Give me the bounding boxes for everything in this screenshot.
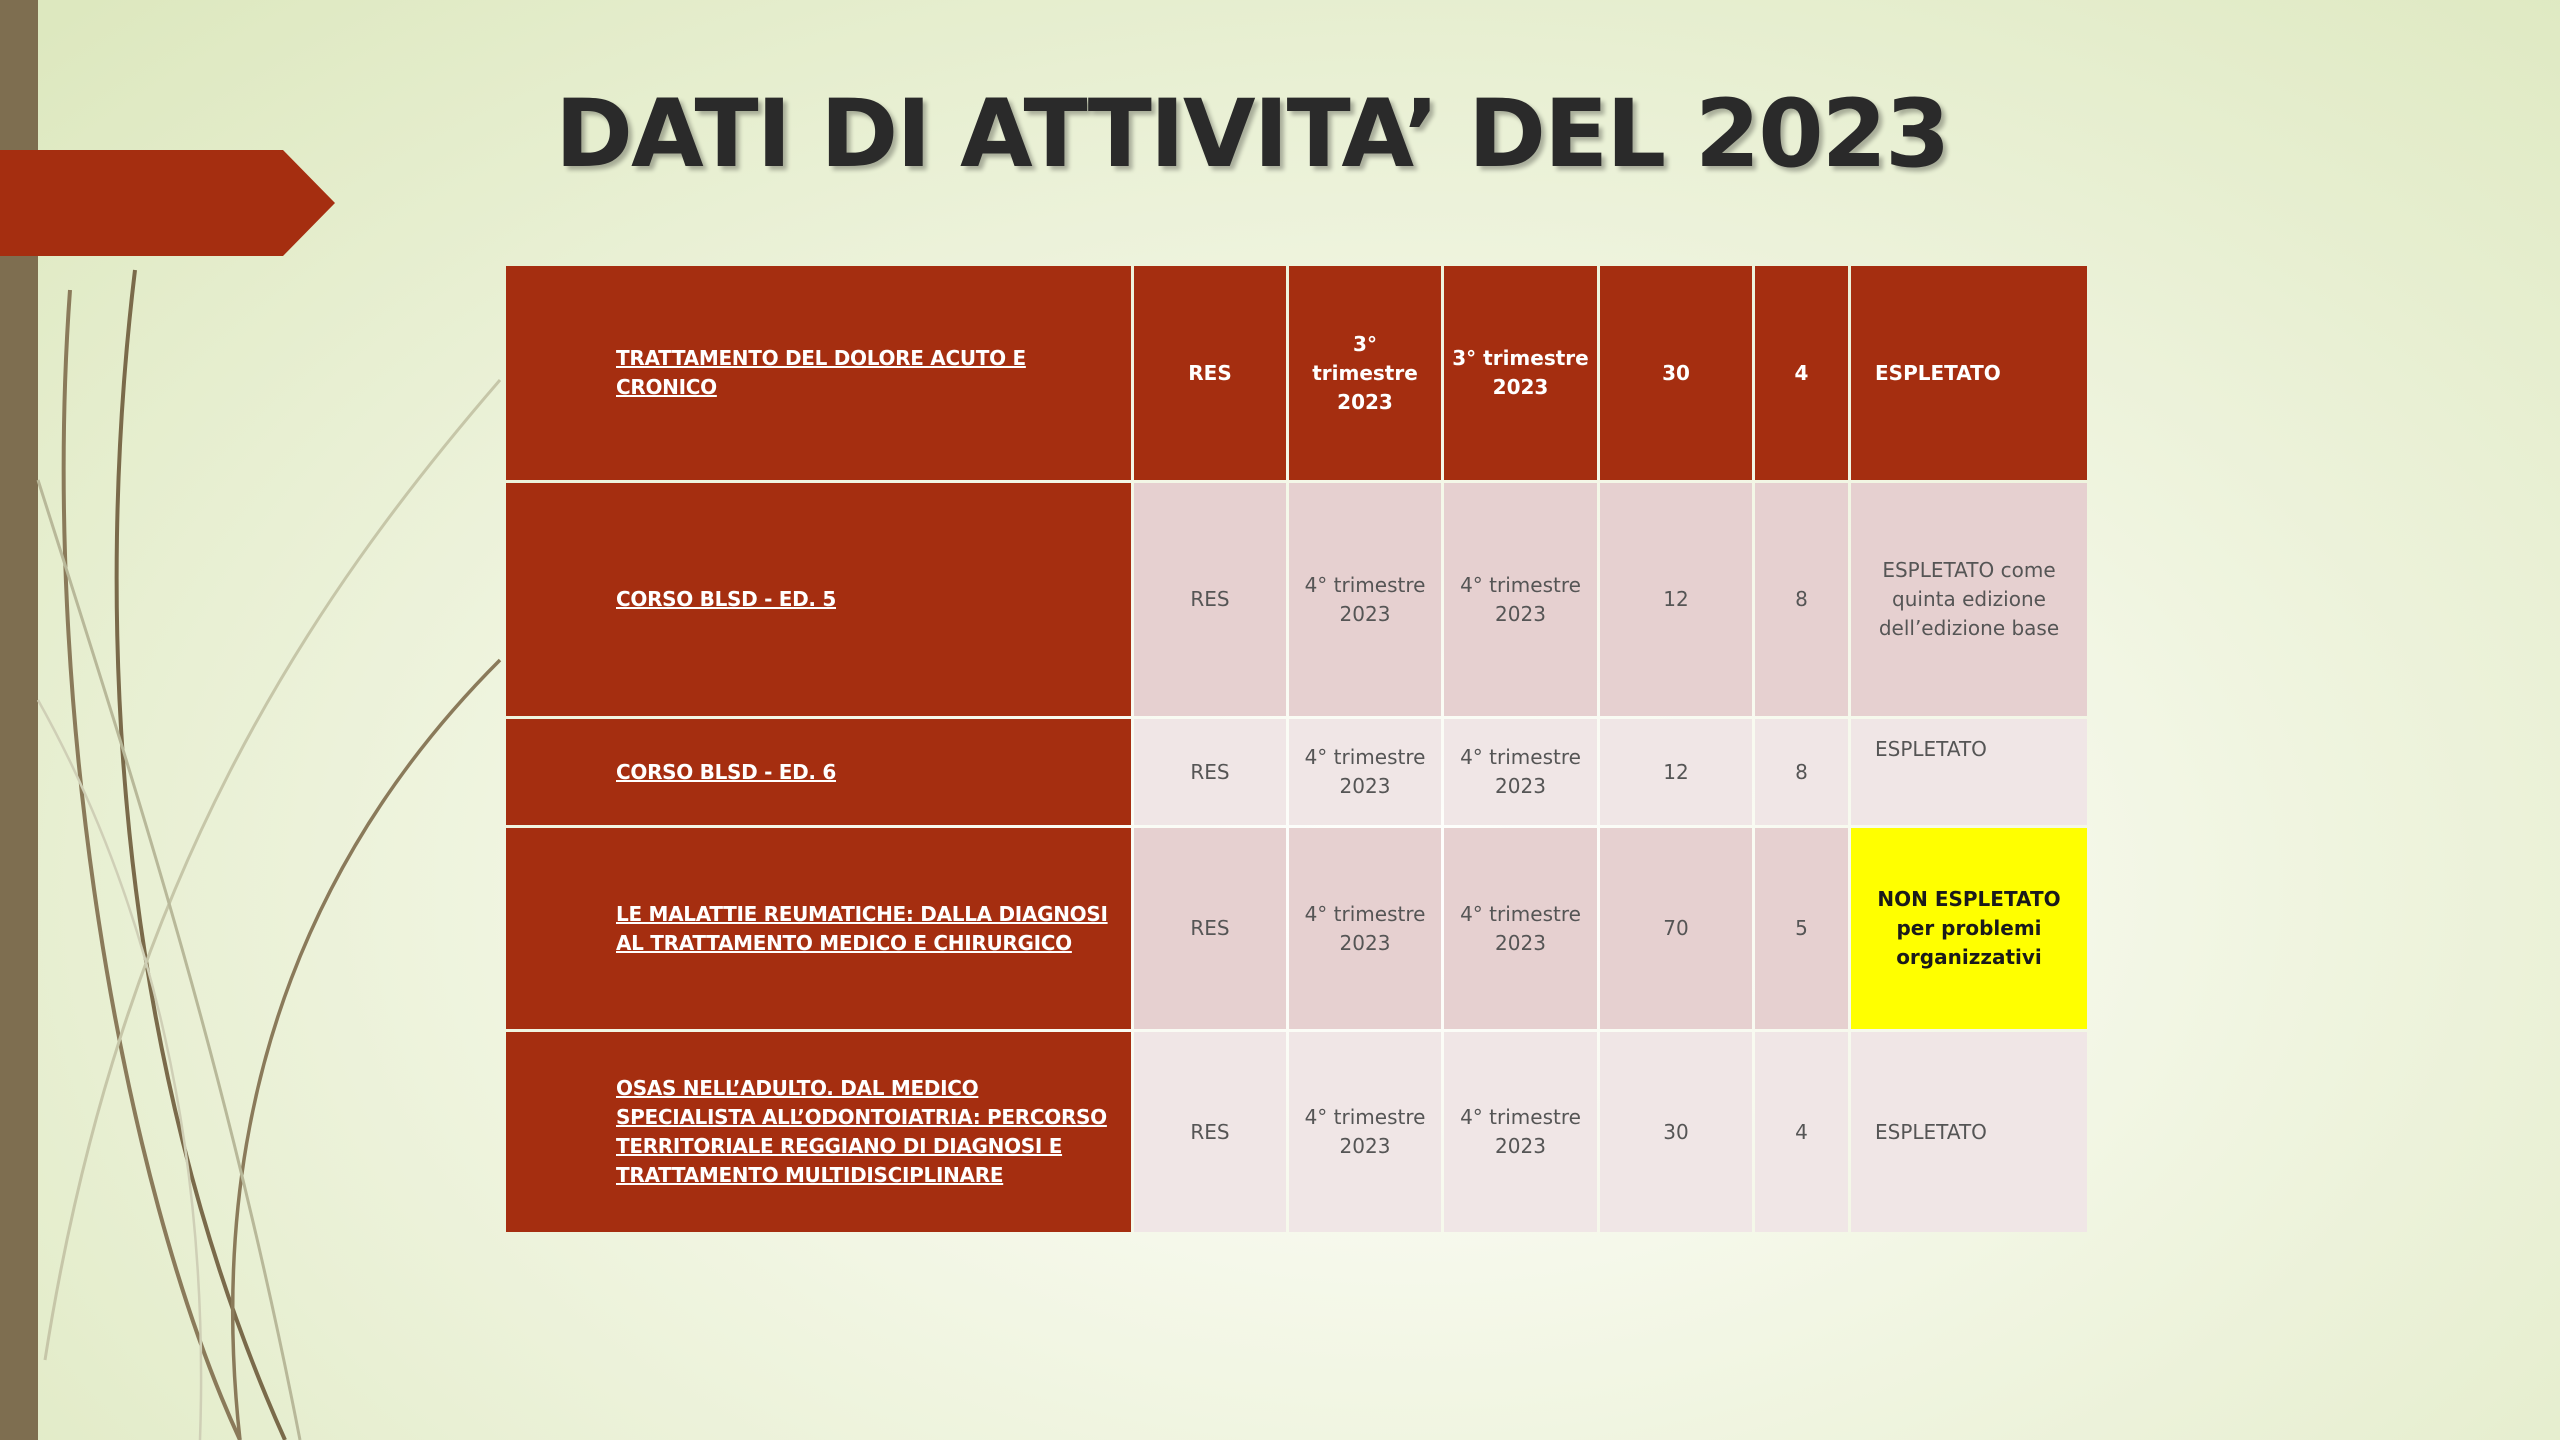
type-cell: RES: [1134, 1032, 1286, 1232]
course-title-cell: CORSO BLSD - ED. 6: [506, 719, 1131, 825]
end-period-cell: 3° trimestre 2023: [1444, 266, 1597, 480]
table-row: [506, 483, 2087, 716]
status-cell-highlighted: NON ESPLETATO per problemi organizzativi: [1851, 828, 2087, 1029]
course-title-cell: OSAS NELL’ADULTO. DAL MEDICO SPECIALISTA ALL’ODONTOIATRIA: PERCORSO TERRITORIALE REGGIANO DI DIAGNOSI E TRATTAMENTO MULTIDISCIPLINARE: [506, 1032, 1131, 1232]
arrow-banner: [0, 150, 340, 256]
type-cell: RES: [1134, 828, 1286, 1029]
status-cell: ESPLETATO: [1851, 1032, 2087, 1232]
table-row: [506, 719, 2087, 825]
start-period-cell: 3° trimestre 2023: [1289, 266, 1441, 480]
type-cell: RES: [1134, 266, 1286, 480]
course-title-cell: TRATTAMENTO DEL DOLORE ACUTO E CRONICO: [506, 266, 1131, 480]
type-cell: RES: [1134, 483, 1286, 716]
table-row: [506, 1032, 2087, 1232]
hours-cell: 4: [1755, 1032, 1848, 1232]
table-row: [506, 266, 2087, 480]
status-cell: ESPLETATO come quinta edizione dell’edizione base: [1851, 483, 2087, 716]
course-title-cell: CORSO BLSD - ED. 5: [506, 483, 1131, 716]
end-period-cell: 4° trimestre 2023: [1444, 719, 1597, 825]
start-period-cell: 4° trimestre 2023: [1289, 719, 1441, 825]
participants-cell: 30: [1600, 1032, 1752, 1232]
hours-cell: 4: [1755, 266, 1848, 480]
end-period-cell: 4° trimestre 2023: [1444, 1032, 1597, 1232]
slide-title: DATI DI ATTIVITA’ DEL 2023: [555, 80, 1949, 189]
participants-cell: 30: [1600, 266, 1752, 480]
hours-cell: 8: [1755, 483, 1848, 716]
hours-cell: 8: [1755, 719, 1848, 825]
hours-cell: 5: [1755, 828, 1848, 1029]
participants-cell: 12: [1600, 483, 1752, 716]
participants-cell: 12: [1600, 719, 1752, 825]
start-period-cell: 4° trimestre 2023: [1289, 828, 1441, 1029]
end-period-cell: 4° trimestre 2023: [1444, 483, 1597, 716]
start-period-cell: 4° trimestre 2023: [1289, 483, 1441, 716]
status-cell: ESPLETATO: [1851, 266, 2087, 480]
status-cell: ESPLETATO: [1851, 719, 2087, 825]
participants-cell: 70: [1600, 828, 1752, 1029]
table-row: [506, 828, 2087, 1029]
end-period-cell: 4° trimestre 2023: [1444, 828, 1597, 1029]
type-cell: RES: [1134, 719, 1286, 825]
activity-table: [503, 263, 2090, 1235]
course-title-cell: LE MALATTIE REUMATICHE: DALLA DIAGNOSI AL TRATTAMENTO MEDICO E CHIRURGICO: [506, 828, 1131, 1029]
start-period-cell: 4° trimestre 2023: [1289, 1032, 1441, 1232]
